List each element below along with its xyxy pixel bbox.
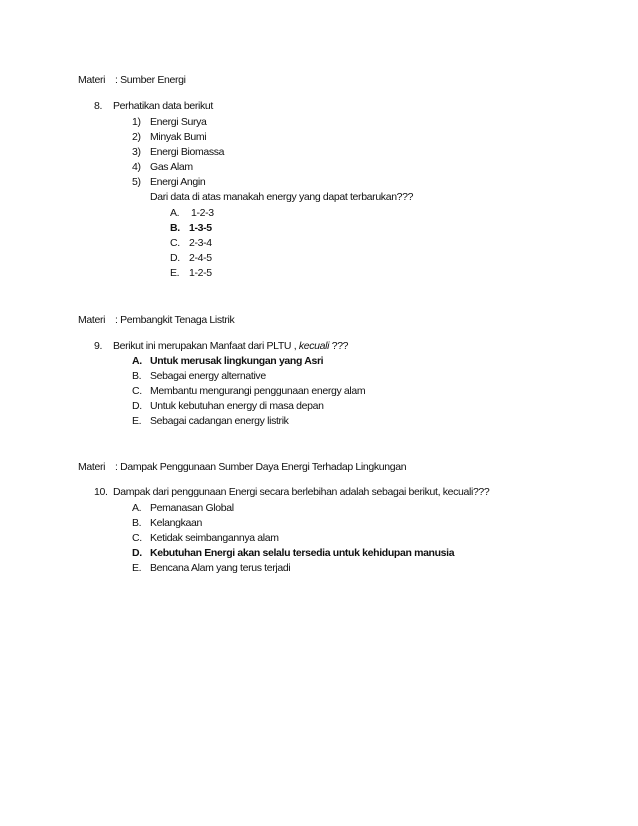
option-label: D. [170,252,180,264]
materi-value-2: : Pembangkit Tenaga Listrik [115,314,235,326]
list-item-text: Gas Alam [150,161,193,173]
materi-label-2: Materi [78,314,106,326]
question-text-10: Dampak dari penggunaan Energi secara berlebihan adalah sebagai berikut, kecuali??? [113,486,490,498]
option-text-answer: Kebutuhan Energi akan selalu tersedia untuk kehidupan manusia [150,547,455,559]
option-label: A. [170,207,180,219]
option-text: Membantu mengurangi penggunaan energy alam [150,385,366,397]
option-label: E. [132,415,142,427]
option-label: A. [132,502,142,514]
question-text-9-italic: kecuali [298,340,330,352]
option-text: 1-2-5 [189,267,212,279]
option-text-answer: 1-3-5 [189,222,212,234]
option-text: Sebagai energy alternative [150,370,266,382]
list-item-number: 1) [132,116,141,128]
option-text: Pemanasan Global [150,502,234,514]
option-text-answer: Untuk merusak lingkungan yang Asri [150,355,324,367]
question-prompt-8: Dari data di atas manakah energy yang dapat terbarukan??? [150,191,414,203]
option-label: E. [170,267,180,279]
option-label: E. [132,562,142,574]
option-text: Kelangkaan [150,517,202,529]
list-item-number: 2) [132,131,141,143]
question-text-9 [113,340,348,353]
option-text: 2-3-4 [189,237,212,249]
option-text: Untuk kebutuhan energy di masa depan [150,400,324,412]
list-item-text: Energi Biomassa [150,146,225,158]
question-text-8: Perhatikan data berikut [113,100,213,112]
option-label: B. [132,517,142,529]
materi-label-3: Materi [78,461,106,473]
question-number-10: 10. [94,486,108,498]
option-label-answer: A. [132,355,142,367]
question-number-8: 8. [94,100,103,112]
option-label: D. [132,400,142,412]
option-text: Ketidak seimbangannya alam [150,532,279,544]
question-text-9-main: Berikut ini merupakan Manfaat dari PLTU , [113,340,297,352]
materi-label-1: Materi [78,74,106,86]
option-label: B. [132,370,142,382]
question-number-9: 9. [94,340,103,352]
option-label: C. [132,385,142,397]
option-label: C. [170,237,180,249]
materi-value-1: : Sumber Energi [115,74,186,86]
list-item-number: 4) [132,161,141,173]
option-text: 1-2-3 [191,207,214,219]
list-item-text: Minyak Bumi [150,131,207,143]
option-label: C. [132,532,142,544]
question-text-9-suffix: ??? [331,340,349,352]
option-text: Bencana Alam yang terus terjadi [150,562,291,574]
list-item-text: Energi Angin [150,176,206,188]
materi-value-3: : Dampak Penggunaan Sumber Daya Energi Terhadap Lingkungan [115,461,407,473]
list-item-number: 3) [132,146,141,158]
list-item-text: Energi Surya [150,116,207,128]
list-item-number: 5) [132,176,141,188]
option-label-answer: B. [170,222,180,234]
option-text: 2-4-5 [189,252,212,264]
option-label-answer: D. [132,547,142,559]
option-text: Sebagai cadangan energy listrik [150,415,289,427]
